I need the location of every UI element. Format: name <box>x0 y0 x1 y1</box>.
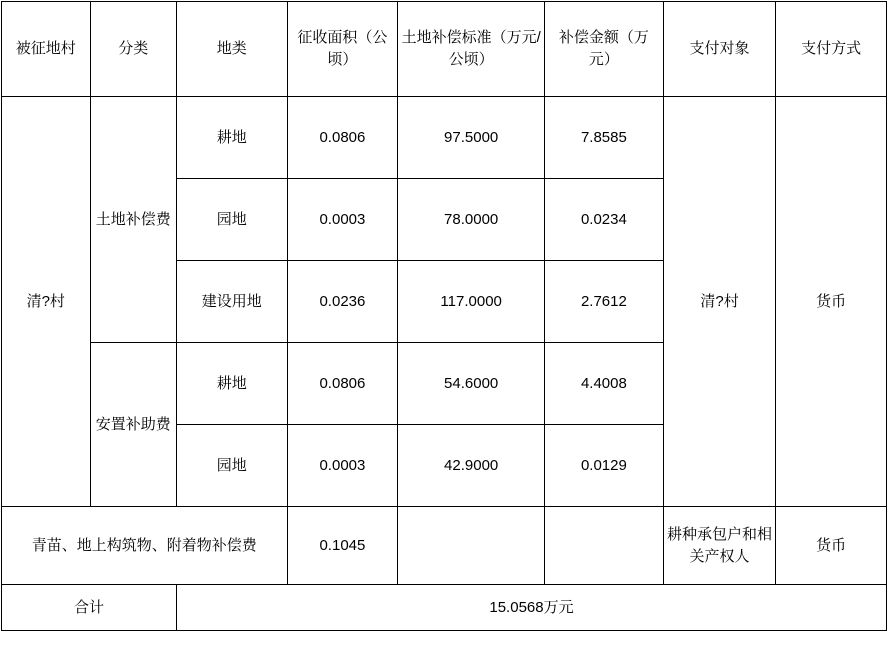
cell-total-label: 合计 <box>2 585 177 631</box>
cell-land-type: 耕地 <box>176 97 287 179</box>
cell-area: 0.0003 <box>287 425 398 507</box>
cell-standard: 42.9000 <box>398 425 545 507</box>
table-row-extra-compensation <box>2 507 887 585</box>
cell-payment-method: 货币 <box>776 97 887 507</box>
header-category: 分类 <box>90 2 176 97</box>
header-land-type: 地类 <box>176 2 287 97</box>
cell-standard: 117.0000 <box>398 261 545 343</box>
cell-amount: 2.7612 <box>545 261 664 343</box>
header-payment-method: 支付方式 <box>776 2 887 97</box>
cell-village-name: 清?村 <box>2 97 91 507</box>
header-payee: 支付对象 <box>663 2 776 97</box>
header-amount: 补偿金额（万元） <box>545 2 664 97</box>
cell-area: 0.0003 <box>287 179 398 261</box>
header-area: 征收面积（公顷） <box>287 2 398 97</box>
cell-extra-label: 青苗、地上构筑物、附着物补偿费 <box>2 507 288 585</box>
table-header-row <box>2 2 887 97</box>
cell-amount: 0.0129 <box>545 425 664 507</box>
cell-land-type: 耕地 <box>176 343 287 425</box>
table-row-total <box>2 585 887 631</box>
cell-total-value: 15.0568万元 <box>176 585 886 631</box>
cell-group-land-compensation: 土地补偿费 <box>90 97 176 343</box>
cell-amount: 4.4008 <box>545 343 664 425</box>
cell-amount: 7.8585 <box>545 97 664 179</box>
cell-area: 0.0806 <box>287 343 398 425</box>
cell-payee: 清?村 <box>663 97 776 507</box>
cell-area: 0.0236 <box>287 261 398 343</box>
cell-extra-area: 0.1045 <box>287 507 398 585</box>
cell-extra-payment-method: 货币 <box>776 507 887 585</box>
cell-group-resettlement-subsidy: 安置补助费 <box>90 343 176 507</box>
cell-land-type: 园地 <box>176 425 287 507</box>
compensation-table-sheet <box>0 1 888 646</box>
cell-standard: 54.6000 <box>398 343 545 425</box>
cell-land-type: 园地 <box>176 179 287 261</box>
land-compensation-table <box>1 1 887 631</box>
table-row <box>2 97 887 179</box>
header-standard: 土地补偿标准（万元/公顷） <box>398 2 545 97</box>
cell-standard: 97.5000 <box>398 97 545 179</box>
cell-amount: 0.0234 <box>545 179 664 261</box>
cell-standard: 78.0000 <box>398 179 545 261</box>
cell-extra-standard <box>398 507 545 585</box>
header-village: 被征地村 <box>2 2 91 97</box>
cell-extra-payee: 耕种承包户和相关产权人 <box>663 507 776 585</box>
cell-area: 0.0806 <box>287 97 398 179</box>
cell-land-type: 建设用地 <box>176 261 287 343</box>
cell-extra-amount <box>545 507 664 585</box>
